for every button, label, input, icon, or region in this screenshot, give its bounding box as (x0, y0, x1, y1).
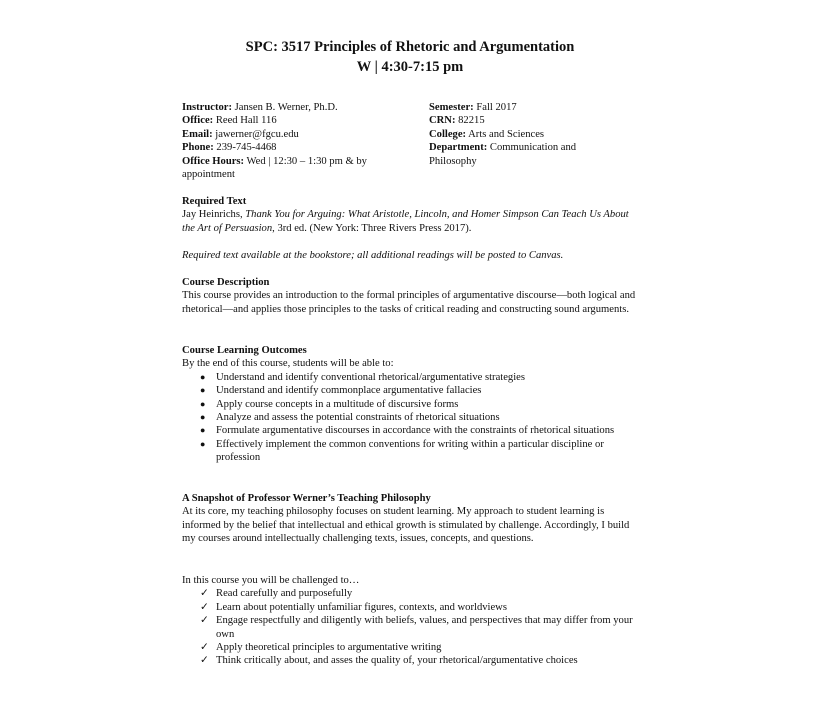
info-value: Fall 2017 (473, 102, 517, 113)
book-author: Jay Heinrichs, (182, 209, 246, 221)
course-description-section (182, 276, 642, 316)
info-value: jawerner@fgcu.edu (212, 128, 299, 140)
info-value: 239-745-4468 (213, 142, 277, 154)
info-label: College: (429, 128, 467, 140)
info-value: Jansen B. Werner, Ph.D. (232, 102, 338, 113)
bullet-icon: ● (200, 371, 206, 382)
info-row-semester (429, 101, 614, 114)
info-label: Email: (182, 128, 213, 140)
list-item (200, 411, 642, 424)
list-item (200, 614, 642, 641)
book-title: Thank You for Arguing: What Aristotle, Lincoln, and Homer Simpson Can Teach Us About the Art of Persuasion (182, 209, 629, 234)
checkmark-icon: ✓ (200, 642, 209, 654)
list-item (200, 654, 642, 667)
course-description-body: This course provides an introduction to the formal principles of argumentative discourse—both logical and rhetorical—and applies those principles to the tasks of critical reading and constructing sound arguments. (182, 290, 636, 315)
outcomes-list (182, 371, 642, 465)
list-item (200, 371, 642, 384)
checkmark-icon: ✓ (200, 615, 209, 627)
bullet-icon: ● (200, 438, 206, 449)
info-label: Office Hours: (182, 155, 245, 167)
list-item (200, 438, 642, 465)
info-row-instructor (182, 101, 407, 114)
course-schedule: W | 4:30-7:15 pm (356, 59, 464, 75)
challenges-section (182, 574, 642, 668)
outcome-text: Analyze and assess the potential constraints of rhetorical situations (216, 412, 500, 424)
instructor-info (182, 101, 407, 181)
challenge-text: Learn about potentially unfamiliar figures, contexts, and worldviews (216, 601, 507, 613)
checkmark-icon: ✓ (200, 601, 209, 613)
info-row-office (182, 114, 407, 127)
course-description-heading: Course Description (182, 277, 270, 288)
teaching-philosophy-heading: A Snapshot of Professor Werner’s Teaching Philosophy (182, 493, 431, 504)
required-text-section (182, 195, 642, 235)
info-label: Instructor: (182, 102, 233, 113)
info-label: Department: (429, 142, 488, 154)
required-text-citation (182, 208, 642, 235)
bullet-icon: ● (200, 385, 206, 396)
list-item (200, 587, 642, 600)
outcome-text: Understand and identify conventional rhetorical/argumentative strategies (216, 371, 525, 383)
challenges-list (182, 587, 642, 667)
info-label: Phone: (182, 142, 214, 154)
learning-outcomes-section (182, 344, 642, 465)
info-value: 82215 (455, 115, 485, 127)
info-label: Semester: (429, 102, 474, 113)
info-row-crn (429, 114, 614, 127)
challenges-intro: In this course you will be challenged to… (182, 575, 360, 586)
list-item (200, 384, 642, 397)
checkmark-icon: ✓ (200, 588, 209, 600)
challenge-text: Think critically about, and asses the quality of, your rhetorical/argumentative choices (216, 655, 578, 667)
learning-outcomes-heading: Course Learning Outcomes (182, 345, 307, 356)
course-info (429, 101, 614, 168)
list-item (200, 641, 642, 654)
challenge-text: Engage respectfully and diligently with beliefs, values, and perspectives that may differ from your own (216, 615, 633, 640)
list-item (200, 601, 642, 614)
learning-outcomes-intro: By the end of this course, students will be able to: (182, 358, 394, 370)
outcome-text: Understand and identify commonplace argumentative fallacies (216, 385, 482, 397)
bullet-icon: ● (200, 398, 206, 409)
outcome-text: Apply course concepts in a multitude of discursive forms (216, 398, 459, 410)
teaching-philosophy-section (182, 492, 642, 546)
info-row-email (182, 128, 407, 141)
book-edition: , 3rd ed. (New York: Three Rivers Press 2017). (272, 222, 472, 234)
bullet-icon: ● (200, 425, 206, 436)
outcome-text: Formulate argumentative discourses in accordance with the constraints of rhetorical situations (216, 425, 615, 437)
teaching-philosophy-body: At its core, my teaching philosophy focuses on student learning. My approach to student learning is informed by the belief that intellectual and ethical growth is stimulated by challenge. Accordingly, I build my courses around intellectually challenging texts, issues, concepts, and questions. (182, 506, 630, 545)
info-value: Arts and Sciences (466, 128, 545, 140)
list-item (200, 398, 642, 411)
info-value: Reed Hall 116 (213, 115, 277, 127)
info-label: Office: (182, 115, 214, 127)
required-text-heading: Required Text (182, 196, 247, 207)
info-value: Communication and Philosophy (429, 142, 577, 167)
info-row-phone (182, 141, 407, 154)
info-row-office-hours (182, 155, 407, 182)
course-title: SPC: 3517 Principles of Rhetoric and Argumentation (245, 39, 575, 55)
required-text-note: Required text available at the bookstore; all additional readings will be posted to Canvas. (182, 250, 564, 261)
info-row-college (429, 128, 614, 141)
info-label: CRN: (429, 115, 456, 127)
outcome-text: Effectively implement the common conventions for writing within a particular discipline or profession (216, 438, 604, 464)
bullet-icon: ● (200, 412, 206, 423)
challenge-text: Apply theoretical principles to argumentative writing (216, 642, 442, 654)
info-value: Wed | 12:30 – 1:30 pm & by appointment (182, 155, 367, 181)
checkmark-icon: ✓ (200, 655, 209, 667)
challenge-text: Read carefully and purposefully (216, 588, 353, 600)
list-item (200, 424, 642, 437)
info-row-department (429, 141, 614, 168)
